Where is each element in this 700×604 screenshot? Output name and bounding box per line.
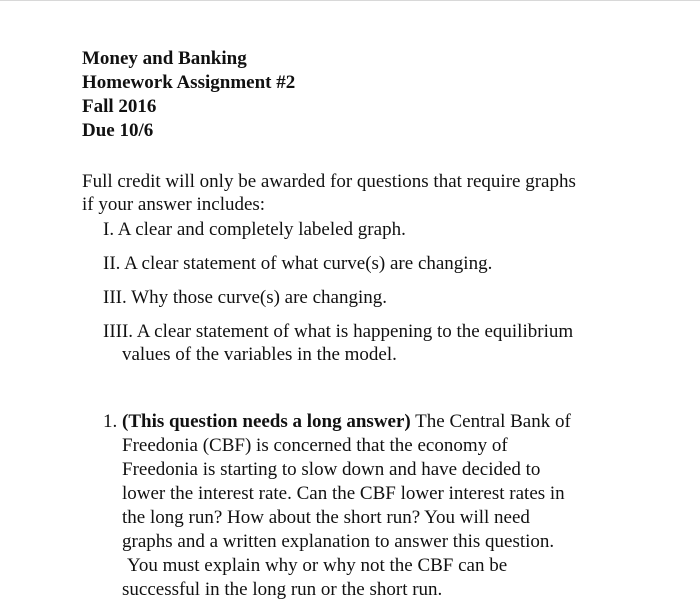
- criterion-item: II. A clear statement of what curve(s) are changing.: [103, 253, 493, 274]
- question-emphasis: (This question needs a long answer): [122, 411, 411, 432]
- question-line: graphs and a written explanation to answer this question.: [122, 531, 555, 552]
- question-first-line: [103, 410, 623, 434]
- question-line: Freedonia is starting to slow down and have decided to: [122, 459, 541, 480]
- intro-line-1: Full credit will only be awarded for questions that require graphs: [82, 171, 576, 192]
- question-line: You must explain why or why not the CBF can be: [127, 555, 508, 576]
- top-border: [0, 0, 700, 1]
- term: Fall 2016: [82, 96, 157, 117]
- document-header: [82, 47, 295, 143]
- question-line: the long run? How about the short run? You will need: [122, 507, 530, 528]
- question-line: lower the interest rate. Can the CBF lower interest rates in: [122, 483, 565, 504]
- intro-line-2: if your answer includes:: [82, 194, 266, 215]
- criterion-item: I. A clear and completely labeled graph.: [103, 219, 406, 240]
- question-text: The Central Bank of: [415, 411, 571, 432]
- question-line: successful in the long run or the short run.: [122, 579, 443, 600]
- question-number: 1.: [103, 411, 118, 432]
- grading-criteria-list: [103, 218, 643, 377]
- question-1: [103, 410, 623, 602]
- criterion-item: III. Why those curve(s) are changing.: [103, 287, 388, 308]
- due-date: Due 10/6: [82, 120, 154, 141]
- criterion-line: IIII. A clear statement of what is happening to the equilibrium: [103, 321, 574, 342]
- question-line: Freedonia (CBF) is concerned that the economy of: [122, 435, 508, 456]
- course-title: Money and Banking: [82, 48, 247, 69]
- criterion-line: values of the variables in the model.: [122, 344, 397, 365]
- criterion-item: [103, 320, 643, 366]
- intro-paragraph: [82, 170, 642, 216]
- assignment-title: Homework Assignment #2: [82, 72, 296, 93]
